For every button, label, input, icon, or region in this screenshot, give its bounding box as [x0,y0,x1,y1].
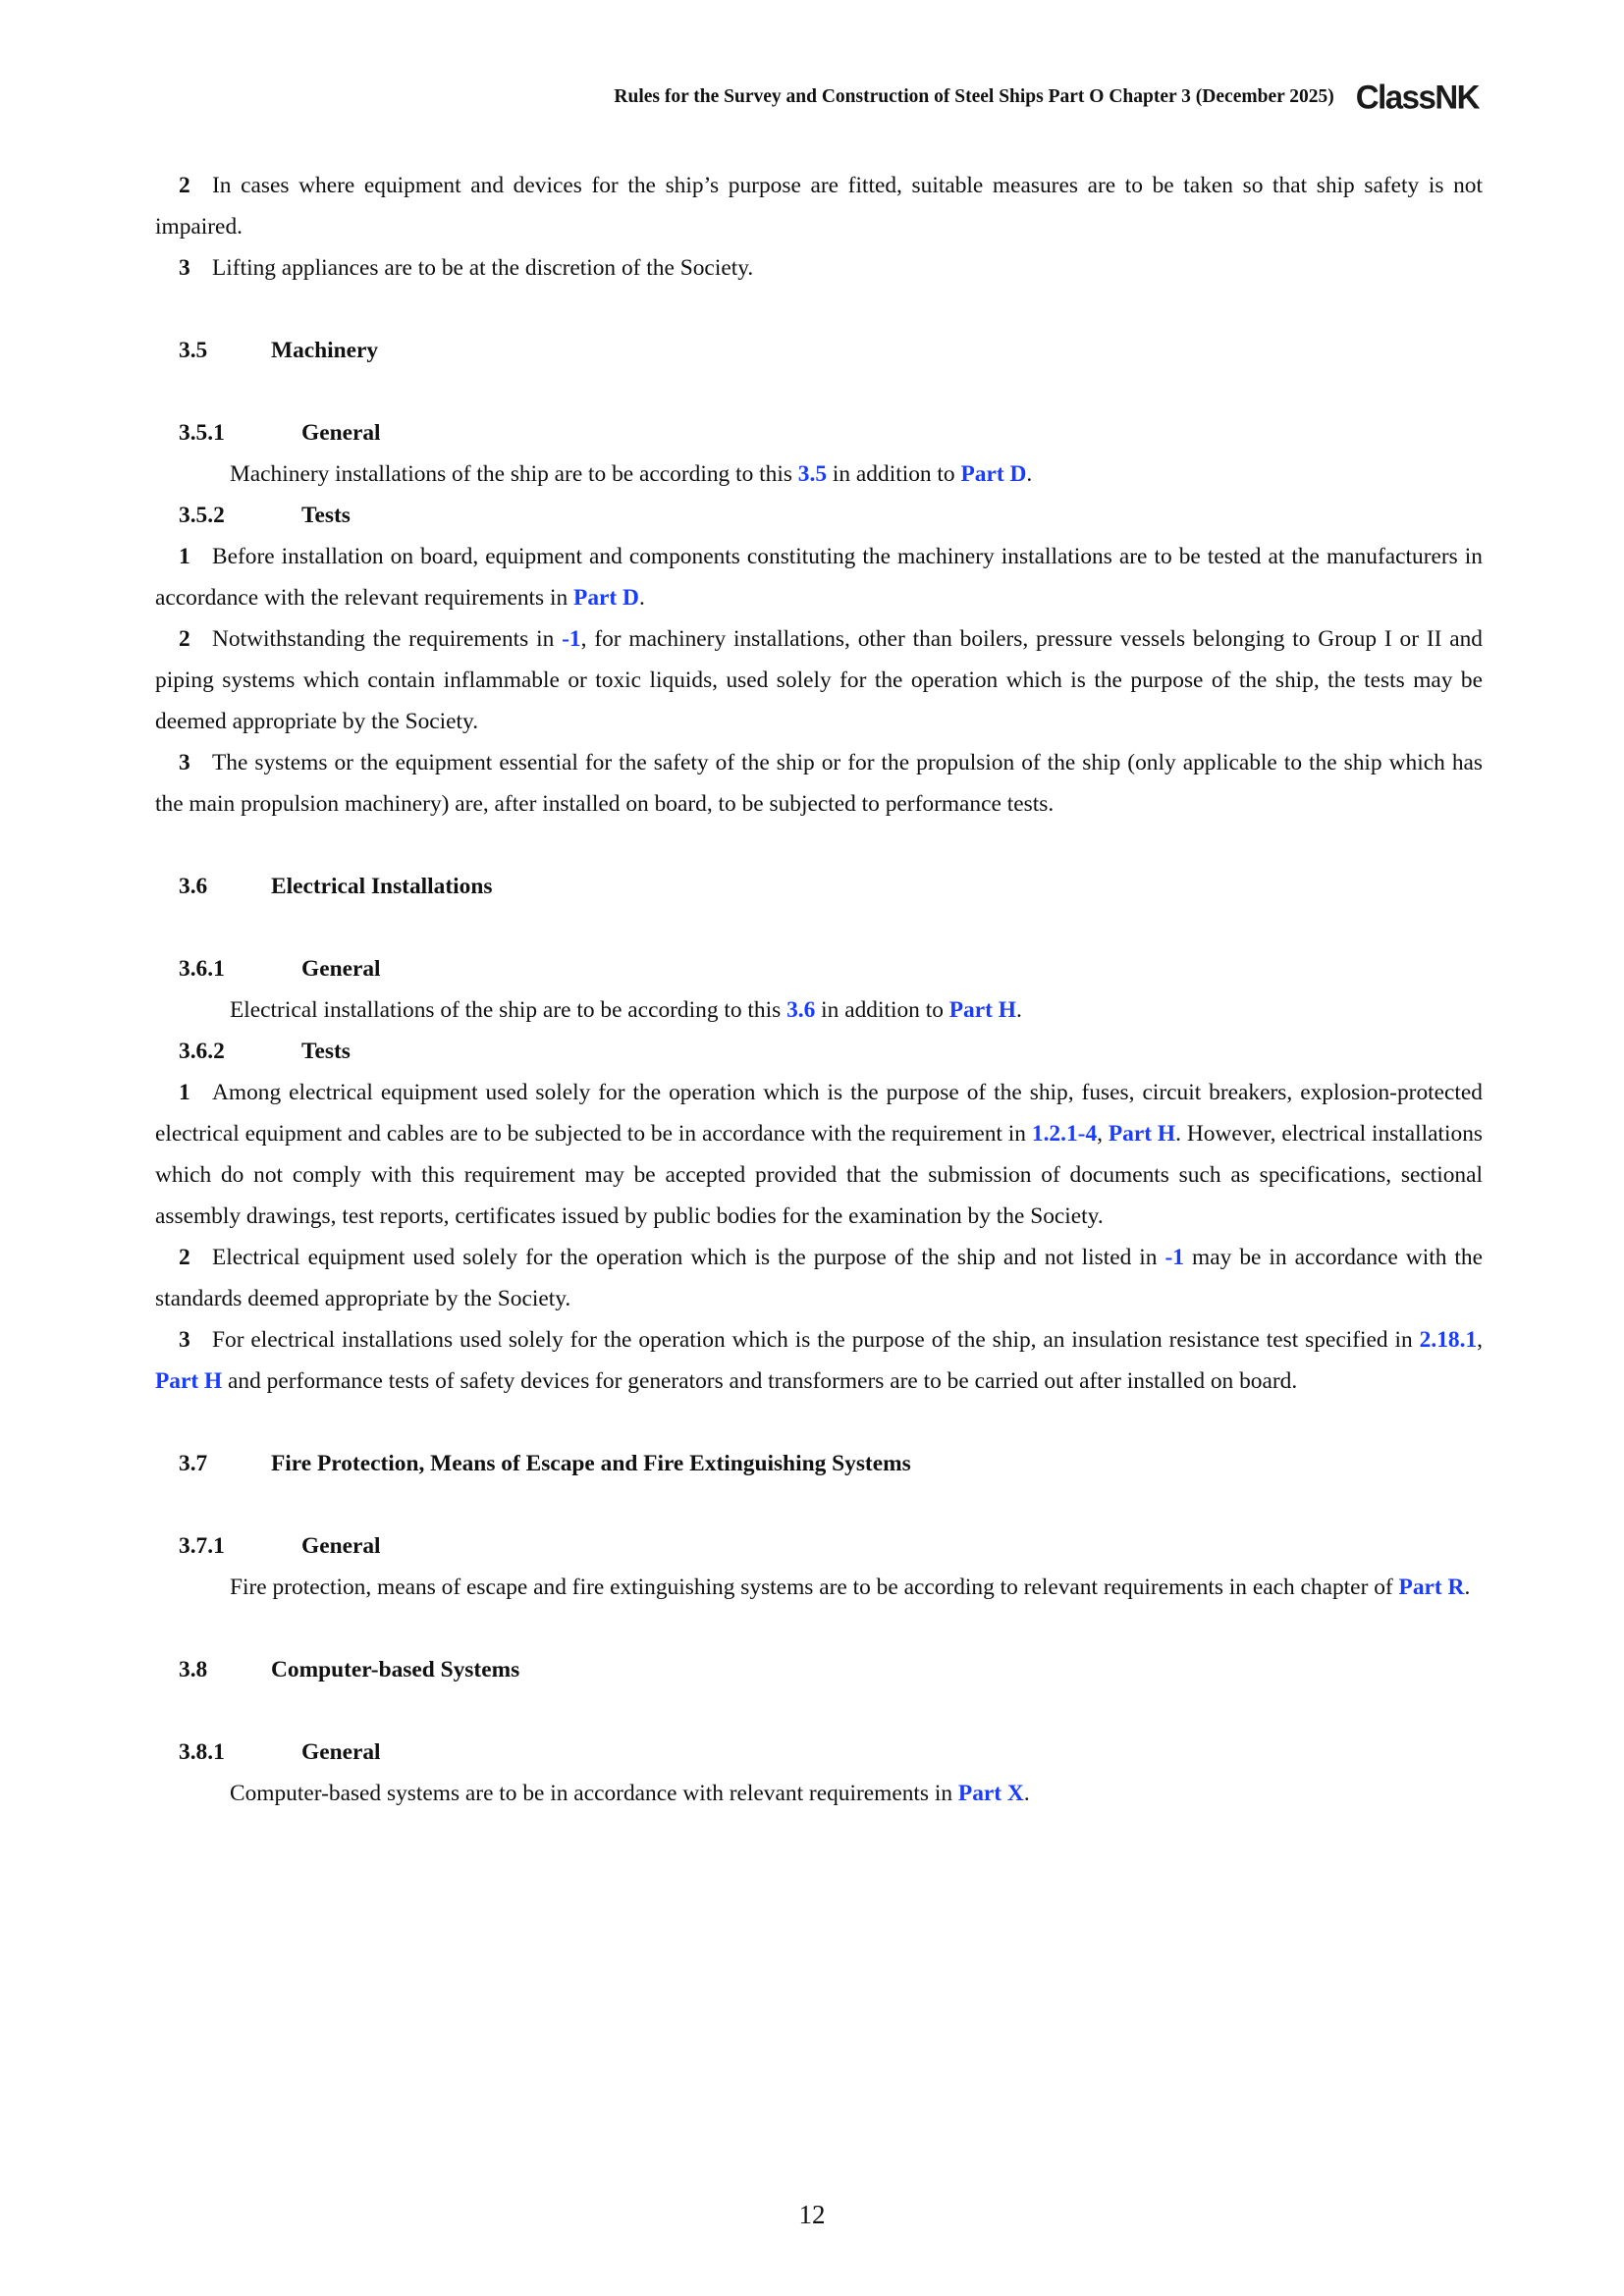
paragraph-3 [155,247,1483,289]
paragraph-number: 3 [179,750,190,775]
paragraph-text: In cases where equipment and devices for the ship’s purpose are fitted, suitable measures are to be taken so that ship safety is not impaired. [155,173,1483,240]
subsection-title: General [301,956,381,982]
paragraph-3-5-2-2 [155,618,1483,742]
link-minus-1[interactable]: -1 [1164,1245,1185,1270]
section-title: Electrical Installations [271,874,493,899]
section-title: Computer-based Systems [271,1657,520,1682]
page-number: 12 [798,2200,826,2229]
text-run: Electrical installations of the ship are to be according to this [230,997,787,1023]
link-part-d[interactable]: Part D [960,461,1027,487]
link-minus-1[interactable]: -1 [562,626,581,652]
text-run: , [1097,1121,1109,1147]
classnk-logo: ClassNK [1355,78,1479,116]
text-run: Computer-based systems are to be in accordance with relevant requirements in [230,1781,958,1806]
text-run: in addition to [827,461,961,487]
paragraph-3-7-1 [155,1567,1483,1608]
paragraph-number: 1 [179,1080,190,1105]
subsection-heading-3-8-1 [179,1732,1483,1773]
text-run: For electrical installations used solely for the operation which is the purpose of the ship, an insulation resistance test specified in [212,1327,1420,1353]
paragraph-3-6-2-1 [155,1072,1483,1237]
section-number: 3.5 [179,338,208,363]
subsection-heading-3-7-1 [179,1525,1483,1567]
section-heading-3-8 [179,1649,1483,1690]
link-part-h[interactable]: Part H [1108,1121,1176,1147]
subsection-number: 3.6.2 [179,1039,225,1064]
text-run: and performance tests of safety devices for generators and transformers are to be carried out after installed on board. [222,1368,1298,1394]
paragraph-3-6-1 [155,989,1483,1031]
subsection-title: General [301,420,381,446]
section-heading-3-7 [179,1443,1483,1484]
link-part-d[interactable]: Part D [573,585,639,611]
section-heading-3-6 [179,866,1483,907]
section-number: 3.6 [179,874,208,899]
paragraph-3-5-2-1 [155,536,1483,618]
paragraph-number: 3 [179,1327,190,1353]
paragraph-3-5-2-3 [155,742,1483,825]
text-run: . However, electrical installations which do not comply with this requirement may be accepted provided that the submission of documents such as specifications, sectional assembly drawings, test reports, certificates issued by public bodies for the examination by the Society. [155,1121,1483,1229]
paragraph-number: 1 [179,544,190,569]
text-run: Notwithstanding the requirements in [212,626,563,652]
subsection-heading-3-6-1 [179,948,1483,989]
paragraph-3-6-2-2 [155,1237,1483,1319]
text-run: . [1026,461,1033,487]
paragraph-3-8-1 [155,1773,1483,1814]
text-run: Among electrical equipment used solely for the operation which is the purpose of the ship, fuses, circuit breakers, explosion-protected electrical equipment and cables are to be subjected to be in accordance with the requirement in [155,1080,1483,1147]
link-3-6[interactable]: 3.6 [786,997,816,1023]
text-run: . [638,585,645,611]
paragraph-2 [155,165,1483,247]
subsection-heading-3-5-2 [179,495,1483,536]
text-run: , for machinery installations, other than boilers, pressure vessels belonging to Group I or II and piping systems which contain inflammable or toxic liquids, used solely for the operation which is the purpose of the ship, the tests may be deemed appropriate by the Society. [155,626,1483,734]
link-3-5[interactable]: 3.5 [797,461,828,487]
subsection-title: General [301,1533,381,1559]
text-run: . [1464,1575,1471,1600]
text-run: Electrical equipment used solely for the operation which is the purpose of the ship and not listed in [212,1245,1165,1270]
header-title: Rules for the Survey and Construction of Steel Ships Part O Chapter 3 (December 2025) [614,86,1334,107]
text-run: , [1477,1327,1483,1353]
text-run: Machinery installations of the ship are to be according to this [230,461,798,487]
subsection-number: 3.7.1 [179,1533,225,1559]
running-header [614,79,1479,116]
section-heading-3-5 [179,330,1483,371]
paragraph-text: The systems or the equipment essential for the safety of the ship or for the propulsion of the ship (only applicable to the ship which has the main propulsion machinery) are, after installed on board, to be subjected to performance tests. [155,750,1483,817]
paragraph-number: 2 [179,626,190,652]
section-number: 3.8 [179,1657,208,1682]
text-run: may be in accordance with the standards deemed appropriate by the Society. [155,1245,1483,1311]
link-part-h[interactable]: Part H [948,997,1016,1023]
section-title: Machinery [271,338,379,363]
text-run: Before installation on board, equipment and components constituting the machinery installations are to be tested at the manufacturers in accordance with the relevant requirements in [155,544,1483,611]
subsection-number: 3.8.1 [179,1739,225,1765]
paragraph-3-6-2-3 [155,1319,1483,1402]
section-number: 3.7 [179,1451,208,1476]
subsection-title: Tests [301,1039,351,1064]
text-run: Fire protection, means of escape and fire extinguishing systems are to be according to relevant requirements in each chapter of [230,1575,1399,1600]
paragraph-number: 2 [179,1245,190,1270]
paragraph-text: Lifting appliances are to be at the discretion of the Society. [212,255,754,281]
paragraph-number: 3 [179,255,190,281]
link-part-r[interactable]: Part R [1398,1575,1465,1600]
document-body [155,165,1483,1814]
text-run: . [1023,1781,1030,1806]
link-2-18-1[interactable]: 2.18.1 [1419,1327,1478,1353]
subsection-number: 3.5.2 [179,503,225,528]
link-1-2-1-4[interactable]: 1.2.1-4 [1031,1121,1098,1147]
subsection-number: 3.6.1 [179,956,225,982]
subsection-heading-3-6-2 [179,1031,1483,1072]
section-title: Fire Protection, Means of Escape and Fire Extinguishing Systems [271,1451,911,1476]
subsection-title: Tests [301,503,351,528]
paragraph-number: 2 [179,173,190,198]
link-part-h[interactable]: Part H [155,1368,223,1394]
subsection-number: 3.5.1 [179,420,225,446]
paragraph-3-5-1 [155,454,1483,495]
link-part-x[interactable]: Part X [957,1781,1024,1806]
subsection-heading-3-5-1 [179,412,1483,454]
subsection-title: General [301,1739,381,1765]
text-run: . [1015,997,1022,1023]
text-run: in addition to [815,997,949,1023]
